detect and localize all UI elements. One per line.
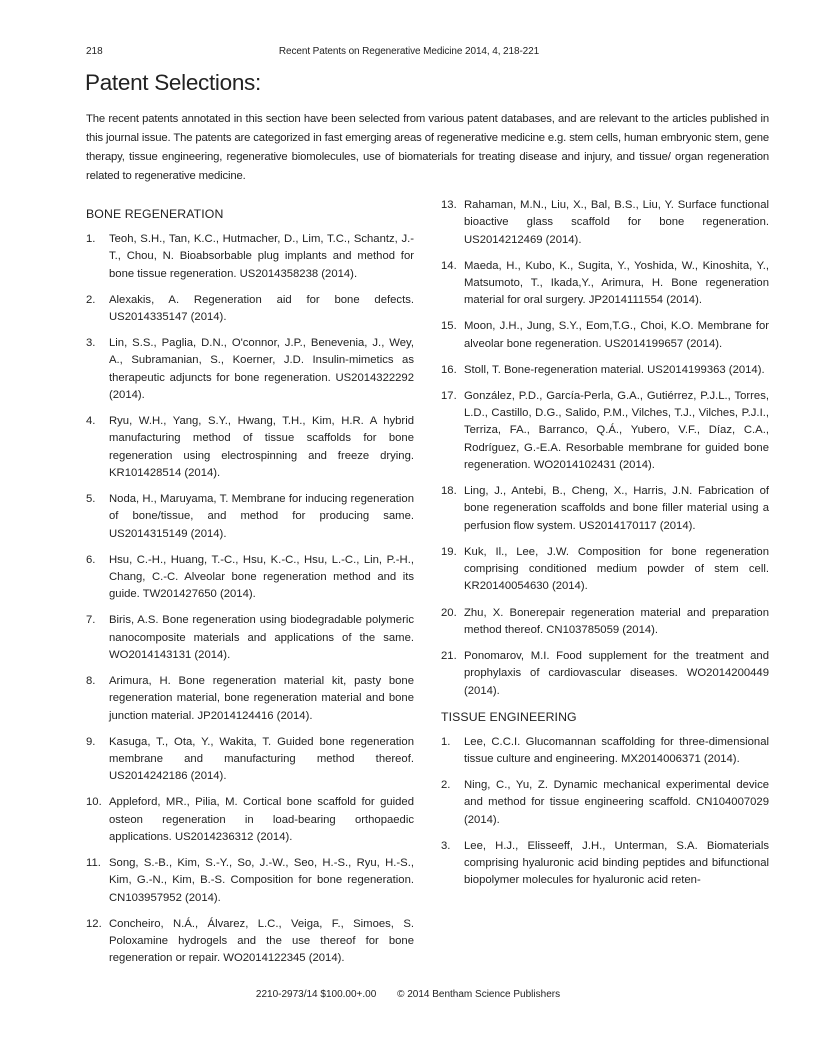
item-number: 2.: [86, 293, 96, 306]
tissue-engineering-list: [441, 734, 769, 890]
item-number: 20.: [441, 606, 457, 619]
item-text: Lee, C.C.I. Glucomannan scaffolding for three-dimensional tissue culture and engineering. MX2014006371 (2014).: [464, 735, 769, 766]
list-item: [441, 483, 769, 535]
section-heading-tissue-engineering: TISSUE ENGINEERING: [441, 709, 577, 724]
item-text: Zhu, X. Bonerepair regeneration material and preparation method thereof. CN103785059 (2014).: [464, 606, 769, 636]
item-number: 4.: [86, 415, 96, 428]
list-item: [441, 362, 769, 379]
item-text: Biris, A.S. Bone regeneration using biodegradable polymeric nanocomposite materials and applications of the same. WO2014143131 (2014).: [109, 614, 414, 662]
item-text: Arimura, H. Bone regeneration material kit, pasty bone regeneration material, bone regeneration material and bone junction material. JP2014124416 (2014).: [109, 675, 414, 722]
page-footer: [0, 989, 816, 1000]
list-item: [86, 855, 414, 907]
item-text: Hsu, C.-H., Huang, T.-C., Hsu, K.-C., Hsu, L.-C., Lin, P.-H., Chang, C.-C. Alveolar bone regeneration method and its guide. TW201427650 (2014).: [109, 553, 414, 601]
list-item: [441, 388, 769, 474]
item-number: 1.: [441, 735, 451, 748]
item-text: Alexakis, A. Regeneration aid for bone defects. US2014335147 (2014).: [109, 293, 414, 323]
item-number: 5.: [86, 493, 96, 506]
page-number: 218: [86, 46, 103, 57]
list-item: [86, 612, 414, 664]
item-text: Ling, J., Antebi, B., Cheng, X., Harris, J.N. Fabrication of bone regeneration scaffolds and bone filler material using a perfusion flow system. US2014170117 (2014).: [464, 485, 769, 532]
item-text: Moon, J.H., Jung, S.Y., Eom,T.G., Choi, K.O. Membrane for alveolar bone regeneration. US2014199657 (2014).: [464, 320, 769, 350]
right-column: [441, 197, 769, 899]
list-item: [441, 544, 769, 596]
item-text: Song, S.-B., Kim, S.-Y., So, J.-W., Seo, H.-S., Ryu, H.-S., Kim, G.-N., Kim, B.-S. Composition for bone regeneration. CN103957952 (2014).: [109, 857, 414, 904]
item-number: 15.: [441, 320, 457, 333]
item-text: Lee, H.J., Elisseeff, J.H., Unterman, S.A. Biomaterials comprising hyaluronic acid binding peptides and bifunctional biopolymer molecules for hyaluronic acid reten-: [464, 839, 769, 887]
item-text: Noda, H., Maruyama, T. Membrane for inducing regeneration of bone/tissue, and method for producing same. US2014315149 (2014).: [109, 493, 414, 540]
item-number: 9.: [86, 735, 96, 748]
item-number: 10.: [86, 796, 102, 809]
list-item: [86, 335, 414, 404]
bone-regeneration-list-continued: [441, 197, 769, 700]
list-item: [441, 318, 769, 353]
item-text: Ning, C., Yu, Z. Dynamic mechanical experimental device and method for tissue engineering scaffold. CN104007029 (2014).: [464, 779, 769, 826]
item-text: González, P.D., García-Perla, G.A., Gutiérrez, P.J.L., Torres, L.D., Castillo, D.G., Salido, P.M., Vilches, T.J., Vilches, P.J.I., Terriza, FA., Barranco, Q.Á., Yubero, V.F., Díaz, C.A., Rodríguez, G.-E.A. Resorbable membrane for guided bone regeneration. WO2014102431 (2014).: [464, 389, 769, 472]
list-item: [86, 794, 414, 846]
item-number: 6.: [86, 553, 96, 566]
journal-citation: Recent Patents on Regenerative Medicine 2014, 4, 218-221: [278, 46, 540, 57]
item-text: Ryu, W.H., Yang, S.Y., Hwang, T.H., Kim, H.R. A hybrid manufacturing method of tissue scaffolds for bone regeneration using electrospinning and freeze drying. KR101428514 (2014).: [109, 415, 414, 479]
list-item: [86, 673, 414, 725]
item-number: 18.: [441, 485, 457, 498]
item-number: 21.: [441, 649, 457, 662]
list-item: [86, 231, 414, 283]
item-text: Maeda, H., Kubo, K., Sugita, Y., Yoshida, W., Kinoshita, Y., Matsumoto, T., Ikada,Y., Arimura, H. Bone regeneration material for oral surgery. JP2014111554 (2014).: [464, 259, 769, 307]
list-item: [86, 552, 414, 604]
item-number: 2.: [441, 779, 451, 792]
section-heading-bone-regeneration: BONE REGENERATION: [86, 207, 224, 221]
list-item: [441, 648, 769, 700]
item-text: Kasuga, T., Ota, Y., Wakita, T. Guided bone regeneration membrane and manufacturing method thereof. US2014242186 (2014).: [109, 735, 414, 783]
item-number: 11.: [86, 857, 101, 870]
item-number: 3.: [441, 839, 451, 852]
item-text: Appleford, MR., Pilia, M. Cortical bone scaffold for guided osteon regeneration in load-bearing orthopaedic applications. US2014236312 (2014).: [109, 796, 414, 844]
list-item: [441, 734, 769, 769]
item-number: 17.: [441, 389, 457, 402]
item-text: Concheiro, N.Á., Álvarez, L.C., Veiga, F., Simoes, S. Poloxamine hydrogels and the use thereof for bone regeneration or repair. WO2014122345 (2014).: [109, 917, 414, 965]
item-number: 12.: [86, 917, 102, 930]
item-text: Lin, S.S., Paglia, D.N., O'connor, J.P., Benevenia, J., Wey, A., Subramanian, S., Koerner, J.D. Insulin-mimetics as therapeutic adjuncts for bone regeneration. US2014322292 (2014).: [109, 337, 414, 401]
list-item: [86, 916, 414, 968]
list-item: [441, 777, 769, 829]
page-title: Patent Selections:: [85, 70, 261, 95]
item-number: 16.: [441, 363, 457, 376]
list-item: [86, 413, 414, 482]
list-item: [86, 491, 414, 543]
issn-price: 2210-2973/14 $100.00+.00: [255, 989, 377, 1000]
list-item: [86, 292, 414, 327]
bone-regeneration-list: [86, 231, 414, 968]
item-number: 8.: [86, 675, 96, 688]
item-number: 13.: [441, 199, 457, 211]
list-item: [441, 838, 769, 890]
copyright: © 2014 Bentham Science Publishers: [397, 989, 561, 1000]
item-number: 7.: [86, 614, 96, 627]
item-text: Kuk, Il., Lee, J.W. Composition for bone regeneration comprising conditioned medium powder of stem cell. KR20140054630 (2014).: [464, 545, 769, 593]
list-item: [86, 734, 414, 786]
item-number: 1.: [86, 233, 96, 245]
item-text: Teoh, S.H., Tan, K.C., Hutmacher, D., Lim, T.C., Schantz, J.-T., Chou, N. Bioabsorbable plug implants and method for bone tissue regeneration. US2014358238 (2014).: [109, 233, 414, 280]
item-text: Rahaman, M.N., Liu, X., Bal, B.S., Liu, Y. Surface functional bioactive glass scaffold for bone regeneration. US2014212469 (2014).: [464, 199, 769, 246]
list-item: [441, 605, 769, 640]
list-item: [441, 197, 769, 249]
running-head: [86, 46, 732, 60]
item-number: 3.: [86, 337, 96, 350]
list-item: [441, 258, 769, 310]
item-text: Ponomarov, M.I. Food supplement for the treatment and prophylaxis of cardiovascular diseases. WO2014200449 (2014).: [464, 649, 769, 697]
item-number: 14.: [441, 259, 457, 272]
item-number: 19.: [441, 545, 457, 558]
left-column: [86, 207, 414, 977]
intro-paragraph: The recent patents annotated in this section have been selected from various patent databases, and are relevant to the articles published in this journal issue. The patents are categorized in fast emerging areas of regenerative medicine e.g. stem cells, human embryonic stem, gene therapy, tissue engineering, regenerative biomolecules, use of biomaterials for treating disease and injury, and tissue/ organ regeneration related to regenerative medicine.: [86, 113, 769, 182]
item-text: Stoll, T. Bone-regeneration material. US2014199363 (2014).: [464, 363, 765, 376]
